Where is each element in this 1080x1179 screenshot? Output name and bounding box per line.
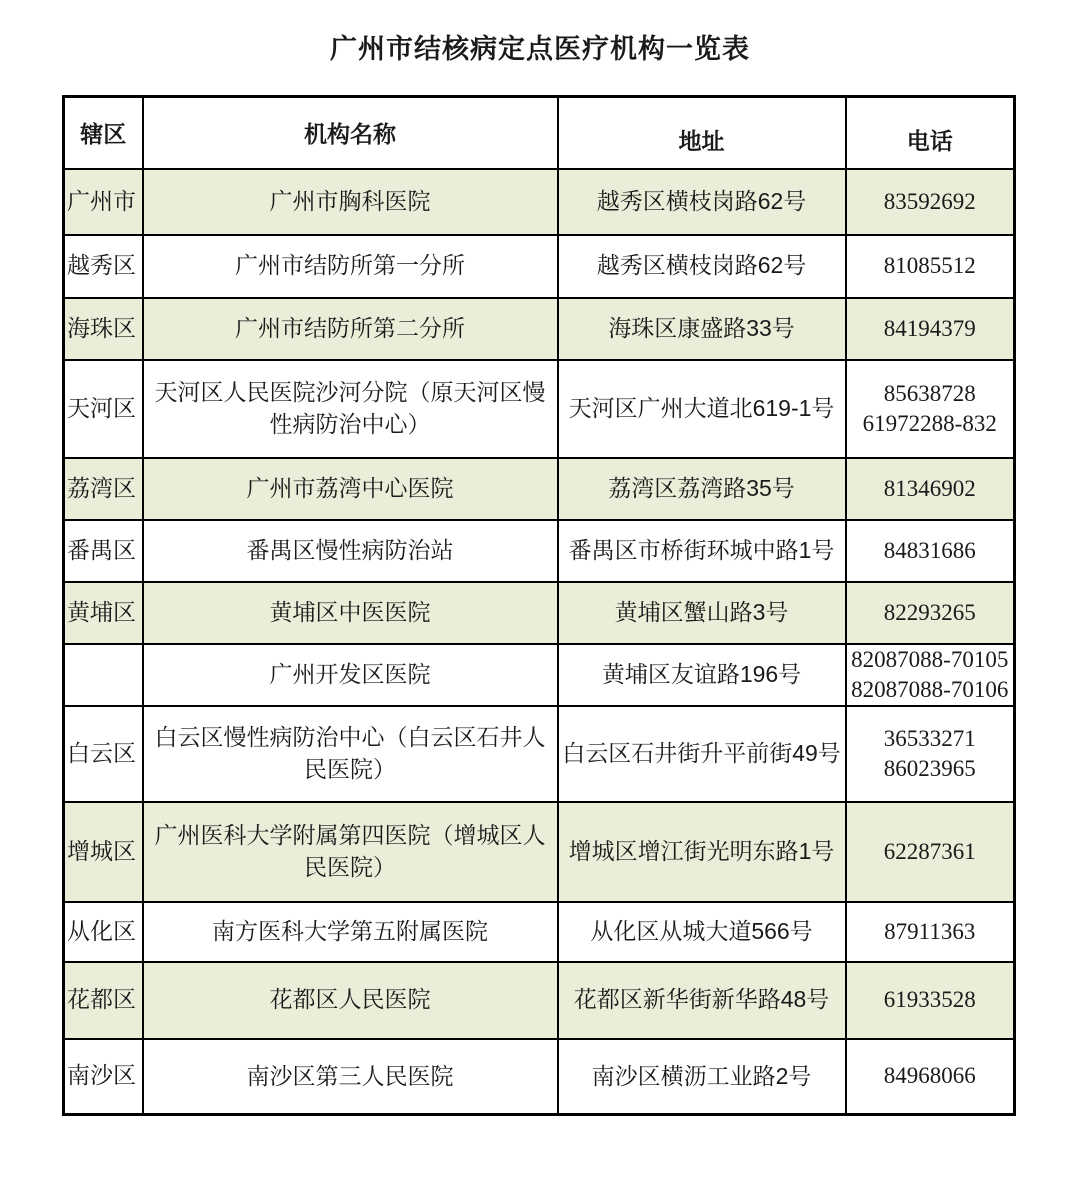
phone-cell <box>846 706 1015 802</box>
table-row <box>64 802 1015 902</box>
medical-institutions-table <box>62 95 1016 1116</box>
district-cell: 荔湾区 <box>64 458 143 520</box>
phone-cell <box>846 1039 1015 1115</box>
column-header-address: 地址 <box>558 97 846 169</box>
institution-name-cell: 天河区人民医院沙河分院（原天河区慢性病防治中心） <box>143 360 558 458</box>
table-row <box>64 902 1015 962</box>
address-cell: 越秀区横枝岗路62号 <box>558 235 846 298</box>
phone-cell <box>846 644 1015 706</box>
address-cell: 黄埔区蟹山路3号 <box>558 582 846 644</box>
phone-line: 84831686 <box>883 537 976 563</box>
district-cell: 花都区 <box>64 962 143 1039</box>
institution-name-cell: 广州医科大学附属第四医院（增城区人民医院） <box>143 802 558 902</box>
table-header <box>64 97 1015 169</box>
phone-cell <box>846 962 1015 1039</box>
table-row <box>64 520 1015 582</box>
table-body <box>64 169 1015 1115</box>
table-row <box>64 582 1015 644</box>
phone-cell <box>846 582 1015 644</box>
phone-line: 82293265 <box>883 599 976 625</box>
address-cell: 黄埔区友谊路196号 <box>558 644 846 706</box>
phone-cell <box>846 360 1015 458</box>
institution-name-cell: 广州市结防所第二分所 <box>143 298 558 360</box>
phone-line: 84968066 <box>883 1063 976 1089</box>
address-cell: 从化区从城大道566号 <box>558 902 846 962</box>
institution-name-cell: 白云区慢性病防治中心（白云区石井人民医院） <box>143 706 558 802</box>
district-cell: 黄埔区 <box>64 582 143 644</box>
district-cell: 白云区 <box>64 706 143 802</box>
district-cell: 广州市 <box>64 169 143 235</box>
phone-cell <box>846 298 1015 360</box>
institution-name-cell: 广州市荔湾中心医院 <box>143 458 558 520</box>
table-row <box>64 458 1015 520</box>
district-cell: 南沙区 <box>64 1039 143 1115</box>
phone-line: 84194379 <box>883 315 976 341</box>
page-title: 广州市结核病定点医疗机构一览表 <box>330 34 750 64</box>
address-cell: 海珠区康盛路33号 <box>558 298 846 360</box>
column-header-district: 辖区 <box>64 97 143 169</box>
table-row <box>64 1039 1015 1115</box>
institution-name-cell: 南沙区第三人民医院 <box>143 1039 558 1115</box>
table-row <box>64 706 1015 802</box>
phone-line: 83592692 <box>883 188 976 214</box>
address-cell: 番禺区市桥街环城中路1号 <box>558 520 846 582</box>
address-cell: 天河区广州大道北619-1号 <box>558 360 846 458</box>
phone-line: 82087088-70106 <box>851 676 1009 702</box>
address-cell: 花都区新华街新华路48号 <box>558 962 846 1039</box>
table-row <box>64 169 1015 235</box>
phone-line: 61933528 <box>883 987 976 1013</box>
district-cell: 增城区 <box>64 802 143 902</box>
district-cell: 天河区 <box>64 360 143 458</box>
table-row <box>64 298 1015 360</box>
institution-name-cell: 广州市结防所第一分所 <box>143 235 558 298</box>
institution-name-cell: 黄埔区中医医院 <box>143 582 558 644</box>
institution-name-cell: 广州市胸科医院 <box>143 169 558 235</box>
address-cell: 荔湾区荔湾路35号 <box>558 458 846 520</box>
phone-cell <box>846 458 1015 520</box>
phone-cell <box>846 235 1015 298</box>
district-cell <box>64 644 143 706</box>
phone-line: 81346902 <box>883 475 976 501</box>
institution-name-cell: 番禺区慢性病防治站 <box>143 520 558 582</box>
phone-line: 87911363 <box>884 918 976 944</box>
phone-cell <box>846 902 1015 962</box>
phone-line: 62287361 <box>883 838 976 864</box>
phone-line: 61972288-832 <box>862 410 997 436</box>
phone-cell <box>846 520 1015 582</box>
phone-cell <box>846 802 1015 902</box>
district-cell: 海珠区 <box>64 298 143 360</box>
address-cell: 增城区增江街光明东路1号 <box>558 802 846 902</box>
column-header-phone: 电话 <box>846 97 1015 169</box>
district-cell: 番禺区 <box>64 520 143 582</box>
table-row <box>64 644 1015 706</box>
institution-name-cell: 花都区人民医院 <box>143 962 558 1039</box>
address-cell: 南沙区横沥工业路2号 <box>558 1039 846 1115</box>
institution-name-cell: 南方医科大学第五附属医院 <box>143 902 558 962</box>
address-cell: 白云区石井街升平前街49号 <box>558 706 846 802</box>
institution-name-cell: 广州开发区医院 <box>143 644 558 706</box>
header-row <box>64 97 1015 169</box>
phone-line: 82087088-70105 <box>851 646 1009 672</box>
district-cell: 从化区 <box>64 902 143 962</box>
table-row <box>64 235 1015 298</box>
table-row <box>64 962 1015 1039</box>
table-row <box>64 360 1015 458</box>
address-cell: 越秀区横枝岗路62号 <box>558 169 846 235</box>
phone-line: 86023965 <box>883 755 976 781</box>
phone-line: 36533271 <box>883 725 976 751</box>
phone-cell <box>846 169 1015 235</box>
phone-line: 81085512 <box>883 253 976 279</box>
district-cell: 越秀区 <box>64 235 143 298</box>
phone-line: 85638728 <box>883 380 976 406</box>
column-header-name: 机构名称 <box>143 97 558 169</box>
